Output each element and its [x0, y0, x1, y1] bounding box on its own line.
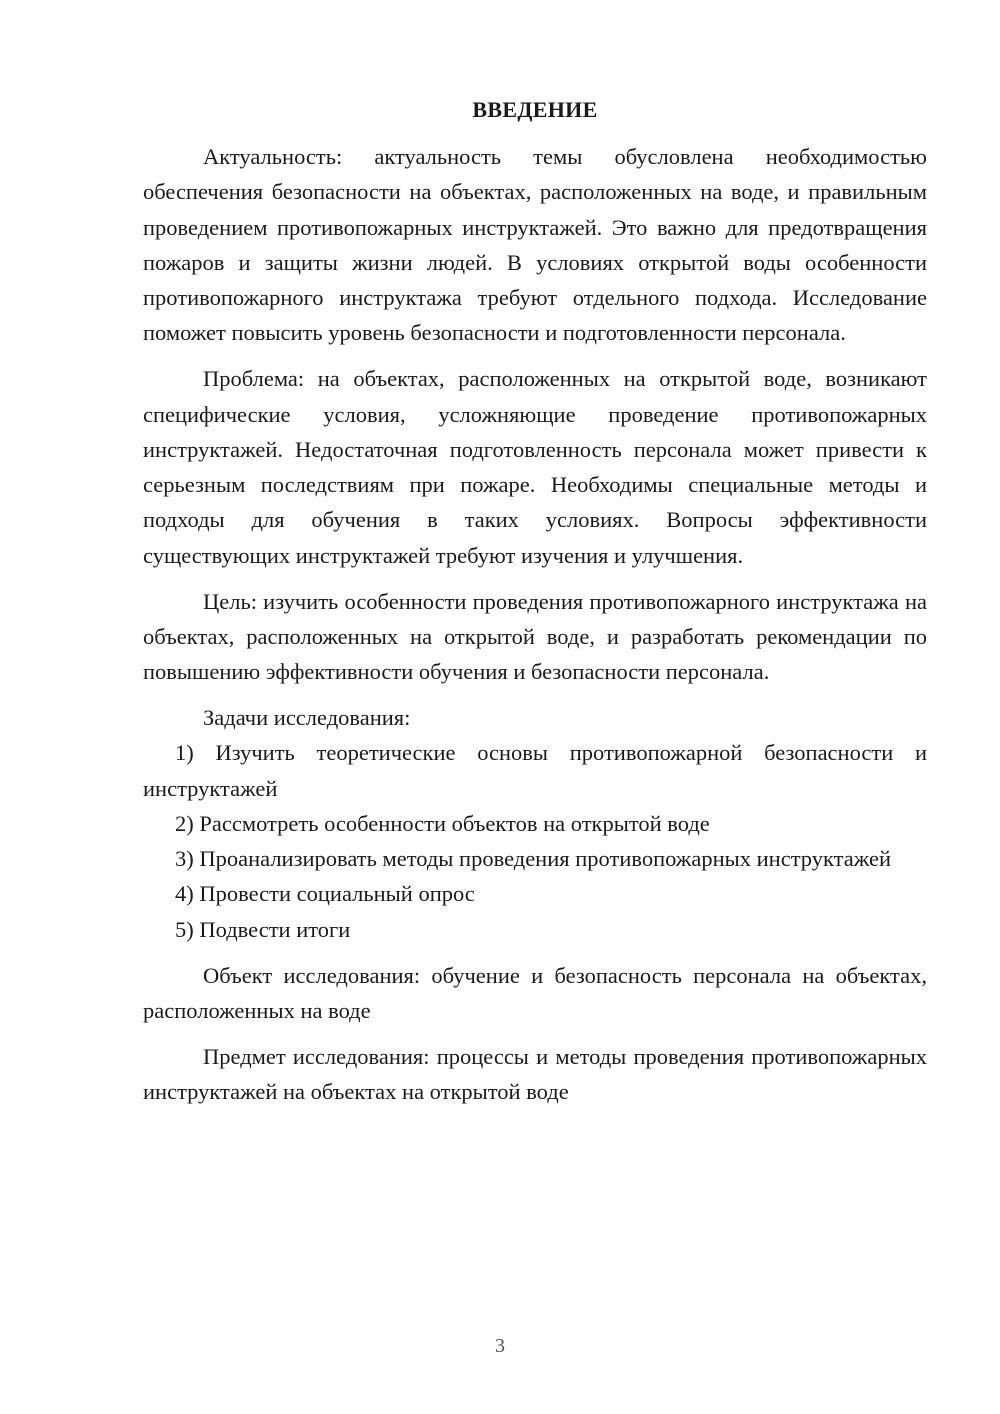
page-content — [143, 95, 927, 1109]
goal-paragraph: Цель: изучить особенности проведения противопожарного инструктажа на объектах, расположенных на открытой воде, и разработать рекомендации по повышению эффективности обучения и безопасности персонала. — [143, 588, 927, 685]
task-item-1: 1) Изучить теоретические основы противопожарной безопасности и инструктажей — [143, 740, 927, 801]
problem-paragraph: Проблема: на объектах, расположенных на открытой воде, возникают специфические условия, усложняющие проведение противопожарных инструктажей. Недостаточная подготовленность персонала может привести к серьезным последствиям при пожаре. Необходимы специальные методы и подходы для обучения в таких условиях. Вопросы эффективности существующих инструктажей требуют изучения и улучшения. — [143, 366, 927, 568]
subject-paragraph: Предмет исследования: процессы и методы проведения противопожарных инструктажей на объектах на открытой воде — [143, 1043, 927, 1104]
object-paragraph: Объект исследования: обучение и безопасность персонала на объектах, расположенных на воде — [143, 962, 927, 1023]
task-item-4: 4) Провести социальный опрос — [175, 881, 475, 907]
task-item-2: 2) Рассмотреть особенности объектов на открытой воде — [175, 810, 710, 836]
task-item-5: 5) Подвести итоги — [175, 916, 351, 942]
tasks-heading: Задачи исследования: — [203, 704, 411, 730]
task-item-3: 3) Проанализировать методы проведения противопожарных инструктажей — [175, 846, 892, 872]
section-heading: ВВЕДЕНИЕ — [472, 97, 598, 122]
page-number: 3 — [495, 1335, 505, 1357]
relevance-paragraph: Актуальность: актуальность темы обусловлена необходимостью обеспечения безопасности на объектах, расположенных на воде, и правильным проведением противопожарных инструктажей. Это важно для предотвращения пожаров и защиты жизни людей. В условиях открытой воды особенности противопожарного инструктажа требуют отдельного подхода. Исследование поможет повысить уровень безопасности и подготовленности персонала. — [143, 144, 927, 346]
